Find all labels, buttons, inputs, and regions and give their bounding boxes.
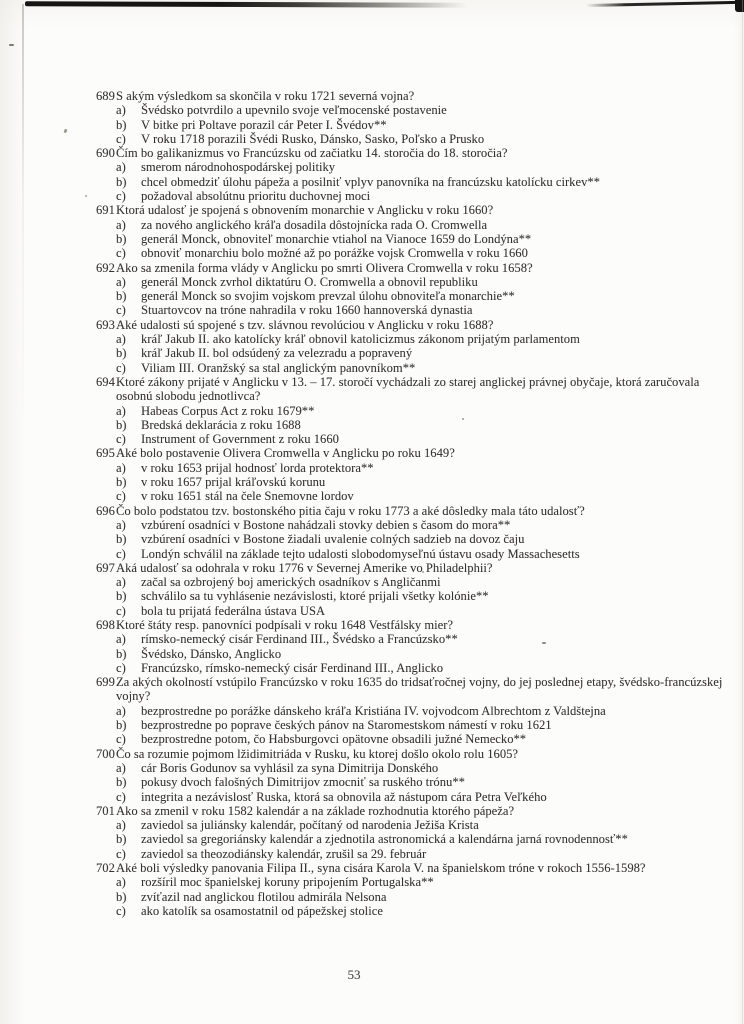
- question-number: 692: [96, 260, 115, 275]
- option-text: Viliam III. Oranžský sa stal anglickým panovníkom**: [141, 360, 416, 375]
- option-text: Stuartovcov na tróne nahradila v roku 1660 hannoverská dynastia: [141, 303, 473, 318]
- option-letter: b): [116, 475, 127, 490]
- option-text: zaviedol sa theozodiánsky kalendár, zrušil sa 29. február: [141, 846, 427, 861]
- option-text: bezprostredne potom, čo Habsburgovci opätovne obsadili južné Nemecko**: [141, 732, 527, 747]
- question-block: [96, 261, 736, 318]
- option-letter: b): [116, 174, 127, 189]
- answer-option: [96, 175, 736, 189]
- option-text: zaviedol sa juliánsky kalendár, počítaný od narodenia Ježiša Krista: [141, 818, 479, 833]
- question-text: Čo bolo podstatou tzv. bostonského pitia čaju v roku 1773 a aké dôsledky mala táto udalosť?: [116, 503, 585, 518]
- option-text: pokusy dvoch falošných Dimitrijov zmocniť sa ruského trónu**: [141, 775, 465, 790]
- question-block: [96, 146, 736, 203]
- option-text: integrita a nezávislosť Ruska, ktorá sa obnovila až nástupom cára Petra Veľkého: [141, 789, 547, 804]
- question-text: Aká udalosť sa odohrala v roku 1776 v Severnej Amerike vo Philadelphii?: [116, 560, 493, 575]
- option-letter: c): [116, 546, 126, 561]
- answer-option: [96, 432, 736, 446]
- answer-option: [96, 475, 736, 489]
- question-text: Ktoré zákony prijaté v Anglicku v 13. – 17. storočí vychádzali zo starej anglickej právnej obyčaje, ktorá zaručovala osobnú slobodu jednotlivca?: [116, 374, 700, 404]
- answer-option: [96, 218, 736, 232]
- option-letter: a): [116, 632, 126, 647]
- question-block: [96, 561, 736, 618]
- question-text-line: [96, 146, 736, 160]
- question-block: [96, 89, 736, 146]
- option-letter: b): [116, 589, 127, 604]
- question-block: [96, 318, 736, 375]
- question-text-line: [96, 203, 736, 217]
- question-text-line: [96, 561, 736, 575]
- answer-option: [96, 818, 736, 832]
- option-letter: c): [116, 432, 126, 447]
- question-text: Ako sa zmenila forma vlády v Anglicku po smrti Olivera Cromwella v roku 1658?: [116, 260, 533, 275]
- question-text: Čím bo galikanizmus vo Francúzsku od začiatku 14. storočia do 18. storočia?: [116, 146, 508, 161]
- option-text: zaviedol sa gregoriánsky kalendár a zjednotila astronomická a kalendárna jarná rovnodennosť**: [141, 832, 628, 847]
- question-block: [96, 618, 736, 675]
- option-letter: c): [116, 303, 126, 318]
- option-letter: c): [116, 846, 126, 861]
- scan-speck: [9, 44, 14, 46]
- answer-option: [96, 875, 736, 889]
- option-letter: c): [116, 603, 126, 618]
- option-letter: c): [116, 732, 126, 747]
- option-letter: c): [116, 189, 126, 204]
- option-letter: c): [116, 489, 126, 504]
- question-block: [96, 203, 736, 260]
- answer-option: [96, 832, 736, 846]
- question-block: [96, 504, 736, 561]
- answer-option: [96, 289, 736, 303]
- answer-option: [96, 732, 736, 746]
- question-text: Aké boli výsledky panovania Filipa II., syna cisára Karola V. na španielskom tróne v rokoch 1556-1598?: [116, 861, 646, 876]
- option-letter: b): [116, 718, 127, 733]
- question-text-line: [96, 261, 736, 275]
- answer-option: [96, 246, 736, 260]
- option-letter: b): [116, 832, 127, 847]
- option-text: v roku 1651 stál na čele Snemovne lordov: [141, 489, 354, 504]
- answer-option: [96, 103, 736, 117]
- answer-option: [96, 761, 736, 775]
- answer-option: [96, 232, 736, 246]
- answer-option: [96, 632, 736, 646]
- answer-option: [96, 532, 736, 546]
- option-text: Bredská deklarácia z roku 1688: [141, 417, 301, 432]
- option-text: požadoval absolútnu prioritu duchovnej moci: [141, 189, 371, 204]
- answer-option: [96, 189, 736, 203]
- answer-option: [96, 604, 736, 618]
- answer-option: [96, 790, 736, 804]
- option-letter: a): [116, 160, 126, 175]
- answer-option: [96, 775, 736, 789]
- question-block: [96, 747, 736, 804]
- option-letter: a): [116, 103, 126, 118]
- option-text: schválilo sa tu vyhlásenie nezávislosti, ktoré prijali všetky kolónie**: [141, 589, 489, 604]
- option-text: ako katolík sa osamostatnil od pápežskej stolice: [141, 903, 383, 918]
- answer-option: [96, 346, 736, 360]
- question-text-line: [96, 861, 736, 875]
- option-text: v roku 1653 prijal hodnosť lorda protektora**: [141, 460, 374, 475]
- answer-option: [96, 404, 736, 418]
- option-text: vzbúrení osadníci v Bostone nahádzali stovky debien s časom do mora**: [141, 517, 511, 532]
- option-letter: a): [116, 818, 126, 833]
- option-letter: b): [116, 289, 127, 304]
- scan-speck: [85, 195, 87, 197]
- paper-edge-line-right: [742, 0, 743, 1024]
- option-text: bezprostredne po porážke dánskeho kráľa Kristiána IV. vojvodcom Albrechtom z Valdštejna: [141, 703, 606, 718]
- question-number: 689: [96, 89, 115, 103]
- question-text-line: [96, 318, 736, 332]
- option-text: bola tu prijatá federálna ústava USA: [141, 603, 326, 618]
- question-number: 693: [96, 317, 115, 332]
- answer-option: [96, 904, 736, 918]
- question-text-line: [96, 89, 736, 103]
- option-text: Habeas Corpus Act z roku 1679**: [141, 403, 315, 418]
- question-number: 697: [96, 560, 115, 575]
- option-text: smerom národnohospodárskej politiky: [141, 160, 336, 175]
- option-letter: c): [116, 903, 126, 918]
- option-letter: a): [116, 332, 126, 347]
- option-text: V bitke pri Poltave porazil cár Peter I. Švédov**: [141, 117, 387, 132]
- option-letter: b): [116, 346, 127, 361]
- option-letter: a): [116, 875, 126, 890]
- answer-option: [96, 547, 736, 561]
- question-text-line: [96, 675, 736, 704]
- option-letter: a): [116, 274, 126, 289]
- option-text: Francúzsko, rímsko-nemecký cisár Ferdinand III., Anglicko: [141, 660, 444, 675]
- question-number: 699: [96, 675, 115, 690]
- option-letter: b): [116, 231, 127, 246]
- question-text-line: [96, 618, 736, 632]
- option-text: v roku 1657 prijal kráľovskú korunu: [141, 475, 326, 490]
- answer-option: [96, 518, 736, 532]
- answer-option: [96, 489, 736, 503]
- option-text: za nového anglického kráľa dosadila dôstojnícka rada O. Cromwella: [141, 217, 488, 232]
- answer-option: [96, 575, 736, 589]
- question-text-line: [96, 375, 736, 404]
- option-letter: c): [116, 131, 126, 146]
- option-letter: b): [116, 775, 127, 790]
- question-text: Ktorá udalosť je spojená s obnovením monarchie v Anglicku v roku 1660?: [116, 203, 494, 218]
- option-letter: b): [116, 532, 127, 547]
- paper-edge-line-left: [22, 4, 24, 434]
- question-list: [96, 89, 736, 918]
- option-letter: a): [116, 575, 126, 590]
- answer-option: [96, 332, 736, 346]
- answer-option: [96, 461, 736, 475]
- question-text: S akým výsledkom sa skončila v roku 1721 severná vojna?: [116, 89, 415, 103]
- question-text: Ktoré štáty resp. panovníci podpísali v roku 1648 Vestfálsky mier?: [116, 617, 454, 632]
- option-text: obnoviť monarchiu bolo možné až po porážke vojsk Cromwella v roku 1660: [141, 246, 528, 261]
- question-number: 702: [96, 861, 115, 876]
- answer-option: [96, 361, 736, 375]
- option-letter: a): [116, 460, 126, 475]
- question-block: [96, 375, 736, 446]
- question-block: [96, 804, 736, 861]
- question-number: 701: [96, 803, 115, 818]
- page-number: 53: [347, 967, 361, 982]
- option-text: vzbúrení osadníci v Bostone žiadali uvalenie colných sadzieb na dovoz čaju: [141, 532, 525, 547]
- option-letter: b): [116, 646, 127, 661]
- option-letter: a): [116, 703, 126, 718]
- question-text-line: [96, 804, 736, 818]
- option-text: zvíťazil nad anglickou flotilou admirála Nelsona: [141, 889, 387, 904]
- answer-option: [96, 118, 736, 132]
- option-text: generál Monck zvrhol diktatúru O. Cromwella a obnovil republiku: [141, 274, 478, 289]
- answer-option: [96, 589, 736, 603]
- question-text: Aké bolo postavenie Olivera Cromwella v Anglicku po roku 1649?: [116, 446, 455, 461]
- question-text-line: [96, 446, 736, 460]
- option-text: generál Monck so svojim vojskom prevzal úlohu obnoviteľa monarchie**: [141, 289, 515, 304]
- answer-option: [96, 718, 736, 732]
- question-text: Aké udalosti sú spojené s tzv. slávnou revolúciou v Anglicku v roku 1688?: [116, 317, 494, 332]
- question-number: 700: [96, 746, 115, 761]
- question-block: [96, 446, 736, 503]
- question-block: [96, 861, 736, 918]
- answer-option: [96, 160, 736, 174]
- answer-option: [96, 303, 736, 317]
- question-number: 694: [96, 374, 115, 389]
- answer-option: [96, 890, 736, 904]
- option-text: Londýn schválil na základe tejto udalosti slobodomyseľnú ústavu osady Massachesetts: [141, 546, 580, 561]
- question-text: Za akých okolností vstúpilo Francúzsko v roku 1635 do tridsaťročnej vojny, do jej poslednej etapy, švédsko-francúzskej vojny?: [116, 675, 723, 704]
- option-text: cár Boris Godunov sa vyhlásil za syna Dimitrija Donského: [141, 760, 439, 775]
- option-letter: b): [116, 117, 127, 132]
- option-text: Švédsko, Dánsko, Anglicko: [141, 646, 282, 661]
- question-number: 690: [96, 146, 115, 161]
- option-letter: c): [116, 660, 126, 675]
- question-number: 696: [96, 503, 115, 518]
- option-text: V roku 1718 porazili Švédi Rusko, Dánsko, Sasko, Poľsko a Prusko: [141, 131, 485, 146]
- answer-option: [96, 275, 736, 289]
- question-block: [96, 675, 736, 746]
- option-letter: b): [116, 889, 127, 904]
- answer-option: [96, 661, 736, 675]
- option-letter: a): [116, 403, 126, 418]
- answer-option: [96, 132, 736, 146]
- question-number: 691: [96, 203, 115, 218]
- option-text: bezprostredne po poprave českých pánov na Staromestskom námestí v roku 1621: [141, 718, 552, 733]
- option-text: kráľ Jakub II. ako katolícky kráľ obnovil katolicizmus zákonom prijatým parlamentom: [141, 332, 580, 347]
- option-text: kráľ Jakub II. bol odsúdený za velezradu a popravený: [141, 346, 413, 361]
- question-text: Ako sa zmenil v roku 1582 kalendár a na základe rozhodnutia ktorého pápeža?: [116, 803, 515, 818]
- answer-option: [96, 647, 736, 661]
- option-text: chcel obmedziť úlohu pápeža a posilniť vplyv panovníka na francúzsku katolícku cirkev**: [141, 174, 600, 189]
- answer-option: [96, 418, 736, 432]
- question-number: 698: [96, 617, 115, 632]
- question-text-line: [96, 504, 736, 518]
- option-text: začal sa ozbrojený boj amerických osadníkov s Angličanmi: [141, 575, 441, 590]
- option-text: rozšíril moc španielskej koruny pripojením Portugalska**: [141, 875, 434, 890]
- option-letter: a): [116, 217, 126, 232]
- option-text: rímsko-nemecký cisár Ferdinand III., Švédsko a Francúzsko**: [141, 632, 458, 647]
- answer-option: [96, 704, 736, 718]
- option-text: Švédsko potvrdilo a upevnilo svoje veľmocenské postavenie: [141, 103, 447, 118]
- option-letter: a): [116, 760, 126, 775]
- option-text: Instrument of Government z roku 1660: [141, 432, 339, 447]
- question-text-line: [96, 747, 736, 761]
- option-letter: c): [116, 789, 126, 804]
- option-letter: c): [116, 246, 126, 261]
- option-letter: c): [116, 360, 126, 375]
- answer-option: [96, 847, 736, 861]
- option-letter: a): [116, 517, 126, 532]
- option-text: generál Monck, obnoviteľ monarchie vtiahol na Vianoce 1659 do Londýna**: [141, 231, 532, 246]
- option-letter: b): [116, 417, 127, 432]
- question-number: 695: [96, 446, 115, 461]
- question-text: Čo sa rozumie pojmom lžidimitriáda v Rusku, ku ktorej došlo okolo rolu 1605?: [116, 746, 519, 761]
